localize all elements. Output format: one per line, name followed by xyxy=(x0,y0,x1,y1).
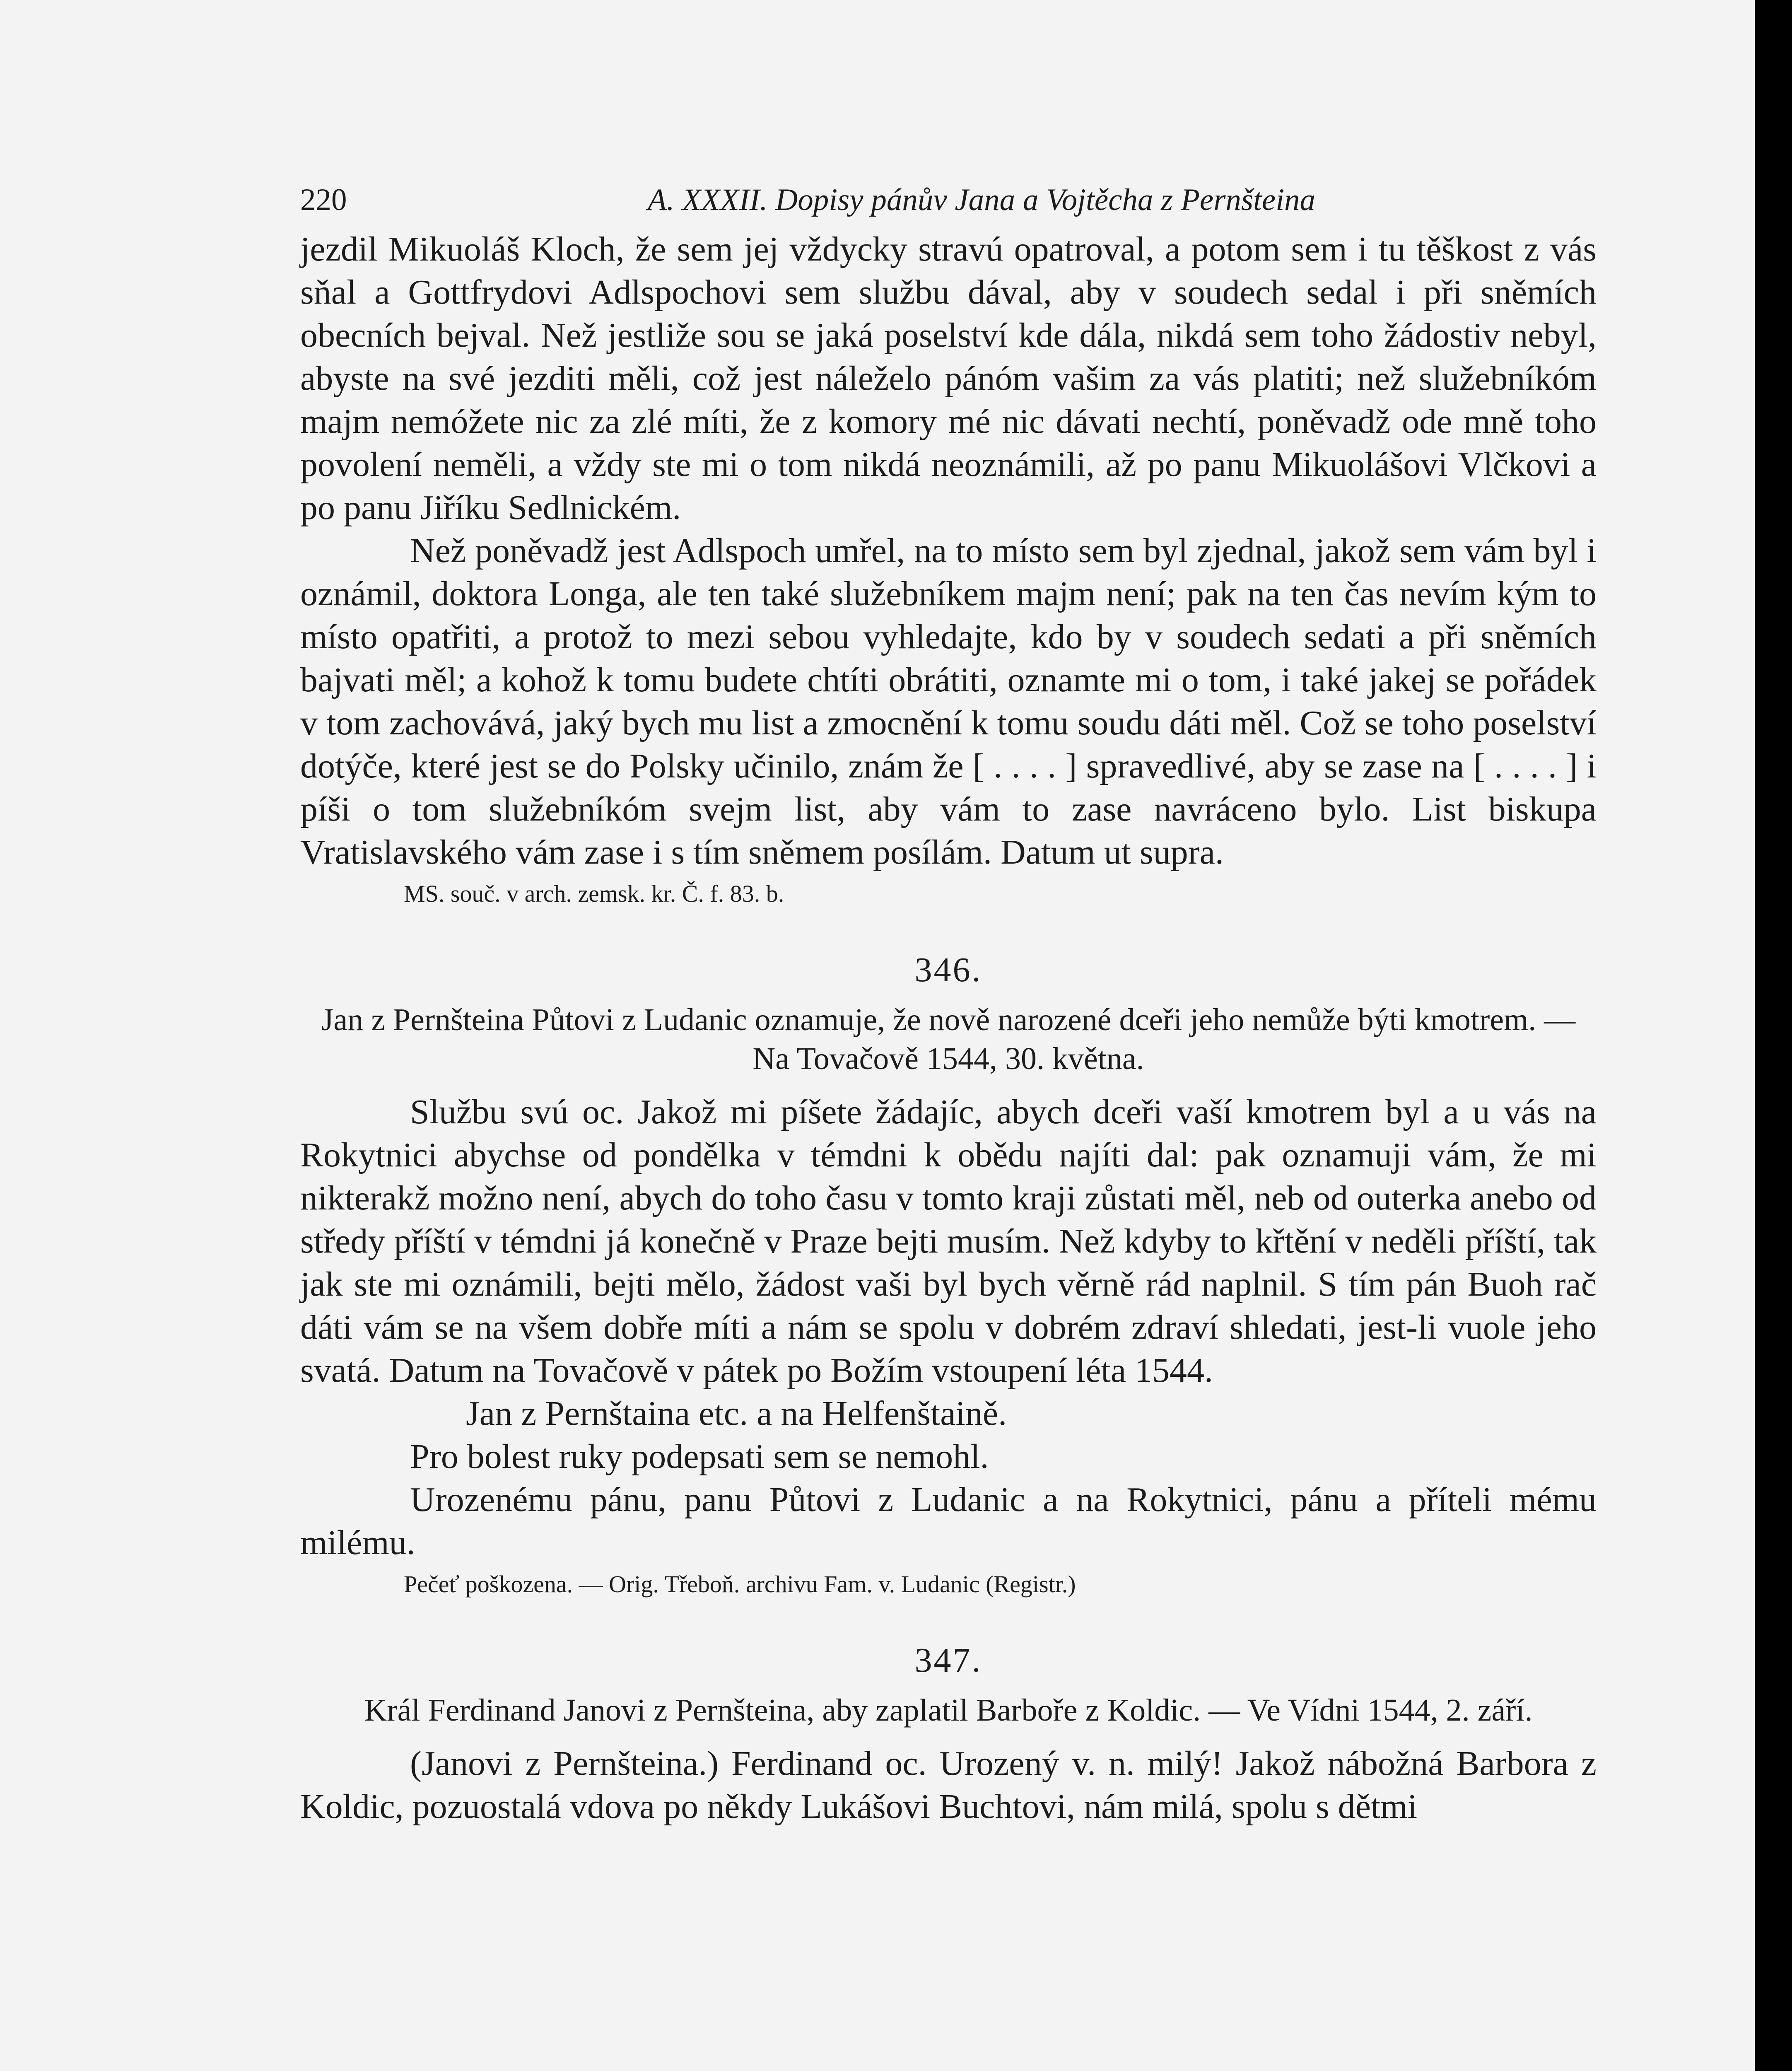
doc346-postscript: Pro bolest ruky podepsati sem se nemohl. xyxy=(410,1437,989,1476)
doc347-regest: Král Ferdinand Janovi z Pernšteina, aby zaplatil Barboře z Koldic. — Ve Vídni 1544, 2. září. xyxy=(364,1693,1533,1728)
doc345-paragraph-2: Než poněvadž jest Adlspoch umřel, na to místo sem byl zjednal, jakož sem vám byl i oznámil, doktora Longa, ale ten také služebníkem majm není; pak na ten čas nevím kým to místo opatřiti, a protož to mezi sebou vyhledajte, kdo by v soudech sedati a při sněmích bajvati měl; a kohož k tomu budete chtíti obrátiti, oznamte mi o tom, i také jakej se pořádek v tom zachovává, jaký bych mu list a zmocnění k tomu soudu dáti měl. Což se toho poselství dotýče, které jest se do Polsky učinilo, znám že [ . . . . ] spravedlivé, aby se zase na [ . . . . ] i píši o tom služebníkóm svejm list, aby vám to zase navráceno bylo. List biskupa Vratislavského vám zase i s tím sněmem posílám. Datum ut supra. xyxy=(300,531,1597,871)
doc345-paragraph-1: jezdil Mikuoláš Kloch, že sem jej vždycky stravú opatroval, a potom sem i tu těškost z vás sňal a Gottfrydovi Adlspochovi sem službu dával, aby v soudech sedal i při sněmích obecních bejval. Než jestliže sou se jaká poselství kde dála, nikdá sem toho žádostiv nebyl, abyste na své jezditi měli, což jest náleželo pánóm vašim za vás platiti; než služebníkóm majm nemóžete nic za zlé míti, že z komory mé nic dávati nechtí, poněvadž ode mně toho povolení neměli, a vždy ste mi o tom nikdá neoznámili, až po panu Mikuolášovi Vlčkovi a po panu Jiříku Sedlnickém. xyxy=(300,230,1597,527)
doc346-signature-line xyxy=(300,1392,1597,1435)
doc347-paragraph-1: (Janovi z Pernšteina.) Ferdinand oc. Urozený v. n. milý! Jakož nábožná Barbora z Koldic, pozuostalá vdova po někdy Lukášovi Buchtovi, nám milá, spolu s dětmi xyxy=(300,1744,1597,1826)
doc346-regest: Jan z Pernšteina Půtovi z Ludanic oznamuje, že nově narozené dceři jeho nemůže býti kmotrem. — Na Tovačově 1544, 30. května. xyxy=(321,1002,1576,1076)
doc345-source-note: MS. souč. v arch. zemsk. kr. Č. f. 83. b. xyxy=(404,880,784,907)
doc347-number: 347. xyxy=(914,1641,982,1680)
doc346-number: 346. xyxy=(914,951,982,989)
scan-border xyxy=(1755,0,1792,2071)
running-head: A. XXXII. Dopisy pánův Jana a Vojtěcha z Pernšteina xyxy=(647,183,1316,217)
page-number: 220 xyxy=(300,183,347,217)
doc346-signature: Jan z Pernštaina etc. a na Helfenštaině. xyxy=(466,1394,1007,1433)
page-header xyxy=(300,182,1597,228)
doc346-paragraph-1: Službu svú oc. Jakož mi píšete žádajíc, abych dceři vaší kmotrem byl a u vás na Rokytnici abychse od pondělka v témdni k obědu najíti dal: pak oznamuji vám, že mi nikterakž možno není, abych do toho času v tomto kraji zůstati měl, neb od outerka anebo od středy příští v témdni já konečně v Praze bejti musím. Než kdyby to křtění v neděli příští, tak jak ste mi oznámili, bejti mělo, žádost vaši byl bych věrně rád naplnil. S tím pán Buoh rač dáti vám se na všem dobře míti a nám se spolu v dobrém zdraví shledati, jest-li vuole jeho svatá. Datum na Tovačově v pátek po Božím vstoupení léta 1544. xyxy=(300,1093,1597,1390)
doc346-source-note: Pečeť poškozena. — Orig. Třeboň. archivu Fam. v. Ludanic (Registr.) xyxy=(404,1571,1076,1598)
doc346-address: Urozenému pánu, panu Půtovi z Ludanic a na Rokytnici, pánu a příteli mému milému. xyxy=(300,1480,1597,1562)
text-block xyxy=(300,182,1597,1828)
